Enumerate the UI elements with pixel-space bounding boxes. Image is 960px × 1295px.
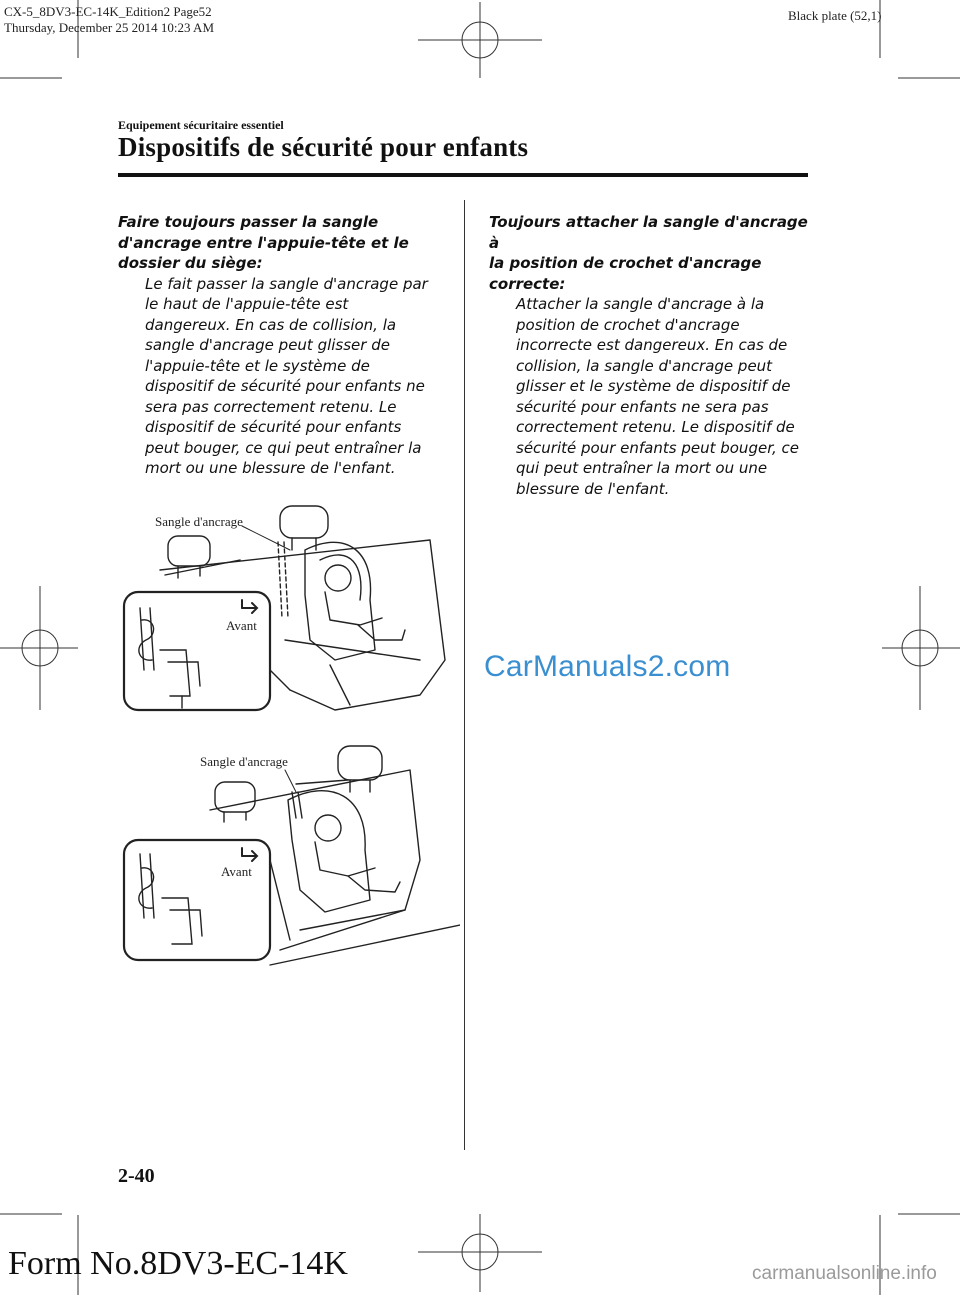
form-number: Form No.8DV3-EC-14K: [8, 1245, 348, 1282]
right-warning-body: [489, 294, 819, 499]
text-line: dossier du siège:: [118, 254, 263, 272]
column-divider: [464, 200, 465, 1150]
text-line: la position de crochet d'ancrage: [489, 254, 762, 272]
text-line: correctement retenu. Le dispositif de: [516, 418, 795, 436]
page-number: 2-40: [118, 1165, 155, 1187]
seat-figure-2: [120, 740, 460, 970]
right-warning-heading: [489, 212, 819, 294]
text-line: position de crochet d'ancrage: [516, 315, 740, 334]
text-line: Le fait passer la sangle d'ancrage par: [145, 274, 428, 293]
front-label-2: Avant: [221, 864, 252, 879]
text-line: collision, la sangle d'ancrage peut: [516, 356, 773, 375]
section-label: Equipement sécuritaire essentiel: [118, 118, 284, 132]
print-header: [4, 4, 214, 36]
text-line: Faire toujours passer la sangle: [118, 213, 379, 231]
front-label-1: Avant: [226, 618, 257, 633]
text-line: incorrecte est dangereux. En cas de: [516, 336, 788, 354]
text-line: le haut de l'appuie-tête est: [145, 295, 349, 313]
text-line: sangle d'ancrage peut glisser de: [145, 336, 390, 354]
watermark-logo: CarManuals2.com: [484, 650, 731, 683]
left-column: [118, 212, 458, 479]
text-line: sécurité pour enfants ne sera pas: [516, 397, 769, 416]
text-line: Toujours attacher la sangle d'ancrage à: [489, 213, 808, 252]
text-line: l'appuie-tête et le système de: [145, 356, 370, 375]
footer-site: carmanualsonline.info: [752, 1263, 937, 1284]
print-timestamp: Thursday, December 25 2014 10:23 AM: [4, 20, 215, 35]
text-line: dangereux. En cas de collision, la: [145, 315, 397, 334]
text-line: dispositif de sécurité pour enfants ne: [145, 377, 425, 395]
strap-label-1: Sangle d'ancrage: [155, 514, 243, 529]
left-warning-heading: [118, 212, 458, 274]
doc-id: CX-5_8DV3-EC-14K_Edition2 Page52: [4, 4, 212, 19]
text-line: correcte:: [489, 274, 566, 293]
text-line: d'ancrage entre l'appuie-tête et le: [118, 233, 409, 252]
seat-figure-1: [120, 500, 460, 730]
text-line: sera pas correctement retenu. Le: [145, 397, 397, 416]
text-line: dispositif de sécurité pour enfants: [145, 418, 402, 436]
strap-label-2: Sangle d'ancrage: [200, 754, 288, 769]
text-line: Attacher la sangle d'ancrage à la: [516, 295, 765, 313]
plate-label: Black plate (52,1): [788, 8, 882, 23]
page-title: Dispositifs de sécurité pour enfants: [118, 132, 529, 162]
title-rule: [118, 173, 808, 177]
right-column: [489, 212, 819, 499]
text-line: glisser et le système de dispositif de: [516, 377, 791, 395]
text-line: peut bouger, ce qui peut entraîner la: [145, 438, 422, 457]
text-line: qui peut entraîner la mort ou une: [516, 459, 768, 477]
text-line: mort ou une blessure de l'enfant.: [145, 459, 396, 477]
left-warning-body: [118, 274, 458, 479]
text-line: sécurité pour enfants peut bouger, ce: [516, 438, 799, 457]
text-line: blessure de l'enfant.: [516, 479, 670, 498]
